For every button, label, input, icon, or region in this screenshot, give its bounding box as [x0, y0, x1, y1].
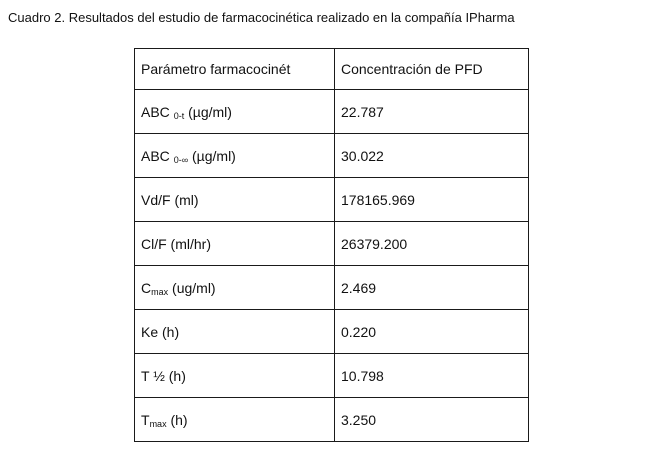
- parameter-name: T: [141, 411, 150, 428]
- parameter-cell: Cl/F (ml/hr): [135, 222, 335, 266]
- parameter-cell: [135, 398, 335, 442]
- column-header-parameter: Parámetro farmacocinét: [135, 49, 335, 90]
- table-row: [135, 90, 529, 134]
- table-row: [135, 354, 529, 398]
- parameter-name: ABC: [141, 103, 170, 120]
- parameter-subscript: max: [149, 418, 167, 429]
- value-cell: 22.787: [335, 90, 529, 134]
- value-cell: 0.220: [335, 310, 529, 354]
- parameter-cell: [135, 134, 335, 178]
- table-row: [135, 178, 529, 222]
- parameter-cell: Ke (h): [135, 310, 335, 354]
- parameter-cell: Vd/F (ml): [135, 178, 335, 222]
- value-cell: 178165.969: [335, 178, 529, 222]
- parameter-cell: T ½ (h): [135, 354, 335, 398]
- parameter-cell: [135, 90, 335, 134]
- parameter-unit: (µg/ml): [184, 103, 232, 120]
- parameter-subscript: 0-t: [173, 110, 185, 121]
- parameter-unit: (µg/ml): [188, 147, 236, 164]
- table-row: [135, 222, 529, 266]
- parameter-name: ABC: [141, 147, 170, 164]
- table-caption: Cuadro 2. Resultados del estudio de farmacocinética realizado en la compañía IPharma: [8, 10, 515, 25]
- table-row: [135, 310, 529, 354]
- table-row: [135, 134, 529, 178]
- value-cell: 26379.200: [335, 222, 529, 266]
- table-row: [135, 266, 529, 310]
- column-header-concentration: Concentración de PFD: [335, 49, 529, 90]
- parameter-unit: (h): [166, 411, 188, 428]
- parameter-unit: (ug/ml): [168, 279, 216, 296]
- parameter-name: C: [141, 279, 152, 296]
- value-cell: 3.250: [335, 398, 529, 442]
- parameter-subscript: 0-∞: [173, 154, 189, 165]
- value-cell: 30.022: [335, 134, 529, 178]
- value-cell: 10.798: [335, 354, 529, 398]
- parameter-cell: [135, 266, 335, 310]
- parameter-subscript: max: [151, 286, 169, 297]
- pharmacokinetics-table: [134, 48, 529, 442]
- table-header-row: [135, 49, 529, 90]
- value-cell: 2.469: [335, 266, 529, 310]
- table-row: [135, 398, 529, 442]
